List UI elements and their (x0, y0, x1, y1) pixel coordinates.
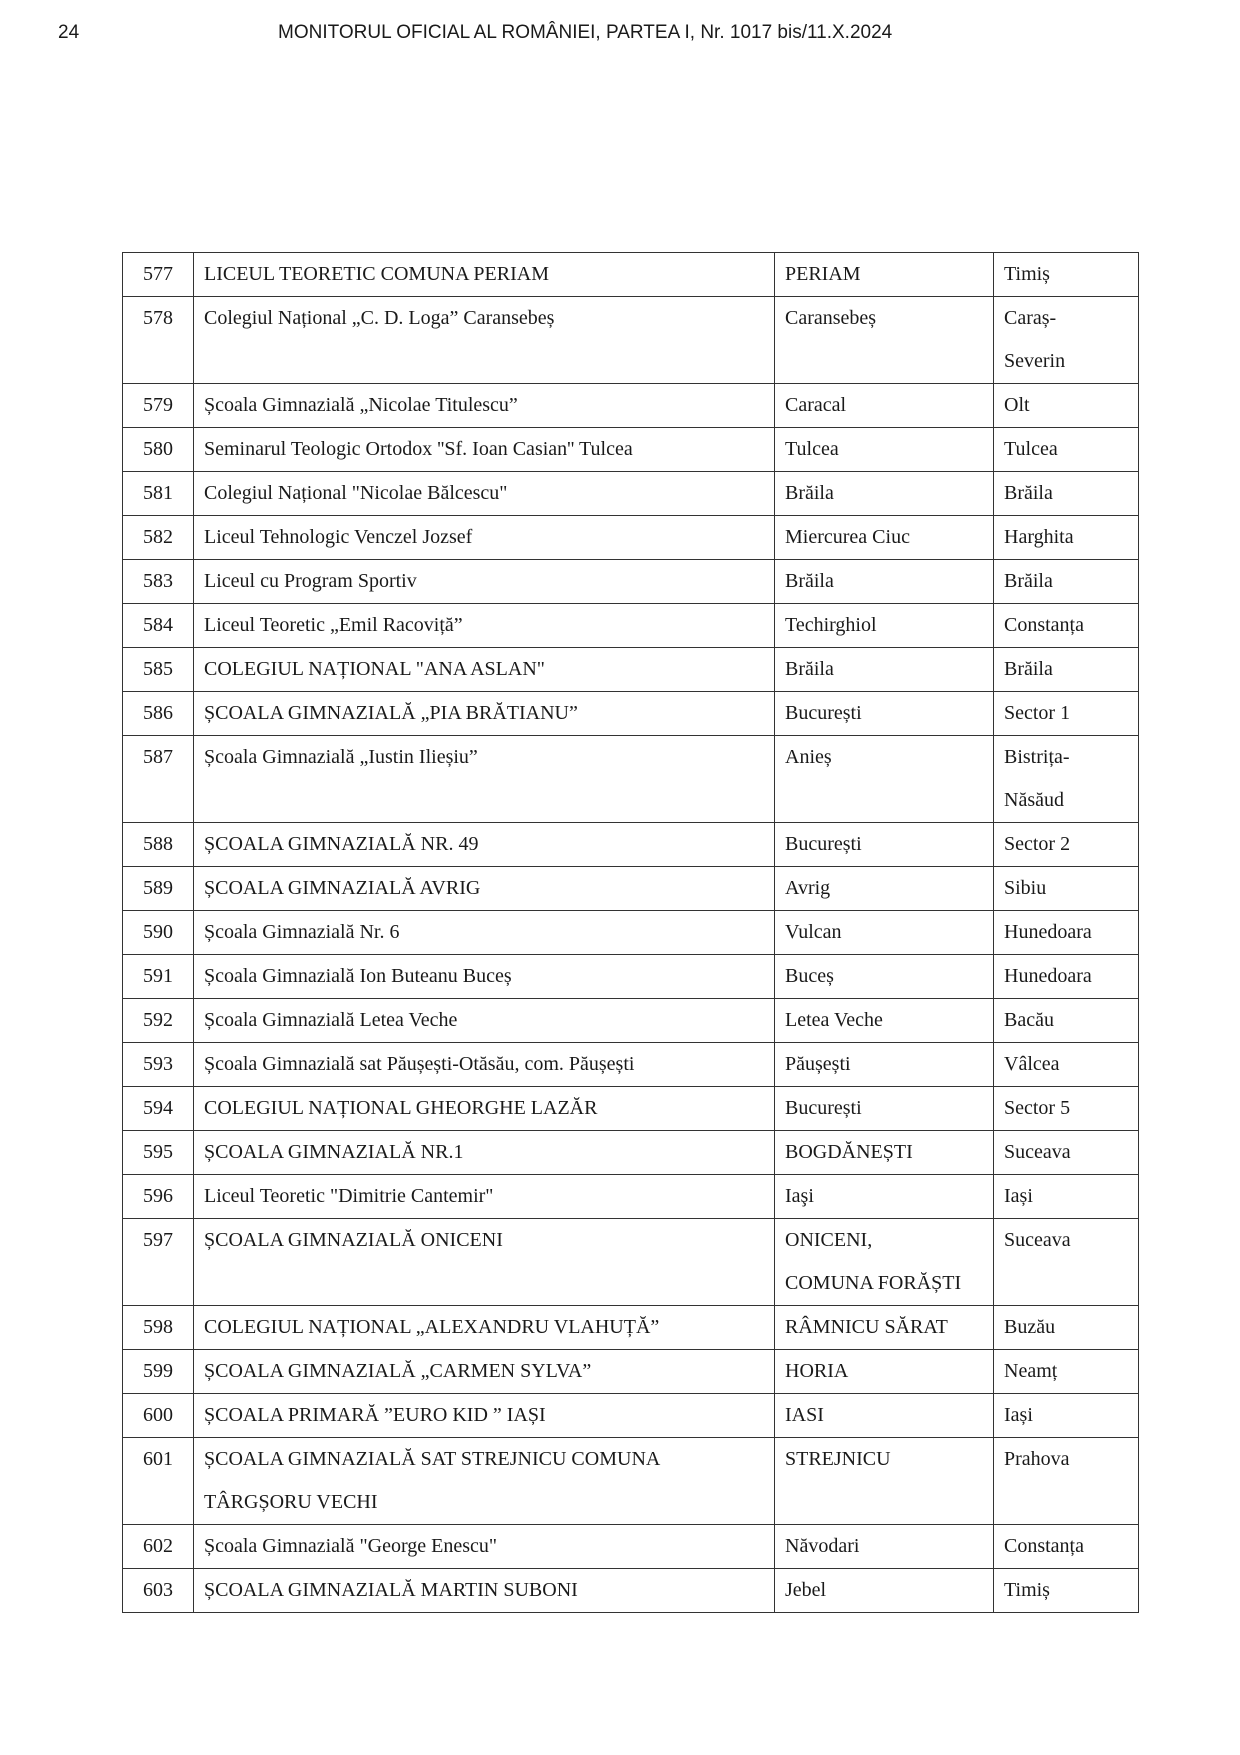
row-number-cell: 577 (123, 253, 194, 297)
school-name-cell: Școala Gimnazială Ion Buteanu Buceș (194, 955, 775, 999)
table-row (123, 1306, 1139, 1350)
county-cell: Timiș (994, 1569, 1139, 1613)
row-number-cell: 597 (123, 1219, 194, 1306)
row-number-cell: 599 (123, 1350, 194, 1394)
locality-cell: Caracal (775, 384, 994, 428)
school-name-cell: Școala Gimnazială „Nicolae Titulescu” (194, 384, 775, 428)
school-name-cell: Liceul Tehnologic Venczel Jozsef (194, 516, 775, 560)
locality-cell: HORIA (775, 1350, 994, 1394)
page-number: 24 (58, 22, 80, 43)
county-cell: Neamț (994, 1350, 1139, 1394)
school-name-cell: ȘCOALA GIMNAZIALĂ AVRIG (194, 867, 775, 911)
school-name-cell: Școala Gimnazială Letea Veche (194, 999, 775, 1043)
row-number-cell: 583 (123, 560, 194, 604)
table-row (123, 516, 1139, 560)
locality-cell: PERIAM (775, 253, 994, 297)
table-row (123, 1131, 1139, 1175)
row-number-cell: 589 (123, 867, 194, 911)
school-name-cell: Școala Gimnazială sat Păușești-Otăsău, com. Păușești (194, 1043, 775, 1087)
school-name-cell: ȘCOALA GIMNAZIALĂ „CARMEN SYLVA” (194, 1350, 775, 1394)
school-name-cell: ȘCOALA GIMNAZIALĂ SAT STREJNICU COMUNA TÂRGȘORU VECHI (194, 1438, 775, 1525)
school-name-cell: Liceul Teoretic „Emil Racoviță” (194, 604, 775, 648)
county-cell: Constanța (994, 604, 1139, 648)
school-name-cell: ȘCOALA GIMNAZIALĂ NR.1 (194, 1131, 775, 1175)
school-name-cell: ȘCOALA GIMNAZIALĂ „PIA BRĂTIANU” (194, 692, 775, 736)
school-name-cell: Liceul Teoretic "Dimitrie Cantemir" (194, 1175, 775, 1219)
row-number-cell: 578 (123, 297, 194, 384)
row-number-cell: 593 (123, 1043, 194, 1087)
locality-cell: Miercurea Ciuc (775, 516, 994, 560)
table-row (123, 911, 1139, 955)
table-row (123, 1043, 1139, 1087)
locality-cell: Brăila (775, 648, 994, 692)
school-name-cell: COLEGIUL NAȚIONAL GHEORGHE LAZĂR (194, 1087, 775, 1131)
table-row (123, 560, 1139, 604)
table-row (123, 1219, 1139, 1306)
locality-cell: Brăila (775, 472, 994, 516)
table-row (123, 648, 1139, 692)
locality-cell: Anieș (775, 736, 994, 823)
locality-cell: Techirghiol (775, 604, 994, 648)
locality-cell: Caransebeș (775, 297, 994, 384)
county-cell: Vâlcea (994, 1043, 1139, 1087)
county-cell: Prahova (994, 1438, 1139, 1525)
table-row (123, 1569, 1139, 1613)
locality-cell: Păușești (775, 1043, 994, 1087)
county-cell: Constanța (994, 1525, 1139, 1569)
county-cell: Tulcea (994, 428, 1139, 472)
school-name-cell: COLEGIUL NAȚIONAL „ALEXANDRU VLAHUȚĂ” (194, 1306, 775, 1350)
school-name-cell: COLEGIUL NAȚIONAL "ANA ASLAN" (194, 648, 775, 692)
school-name-cell: LICEUL TEORETIC COMUNA PERIAM (194, 253, 775, 297)
publication-title: MONITORUL OFICIAL AL ROMÂNIEI, PARTEA I, Nr. 1017 bis/11.X.2024 (278, 22, 893, 43)
school-name-cell: Liceul cu Program Sportiv (194, 560, 775, 604)
county-cell: Sector 1 (994, 692, 1139, 736)
county-cell: Harghita (994, 516, 1139, 560)
county-cell: Suceava (994, 1131, 1139, 1175)
row-number-cell: 579 (123, 384, 194, 428)
row-number-cell: 582 (123, 516, 194, 560)
table-row (123, 1350, 1139, 1394)
table-row (123, 428, 1139, 472)
county-cell: Suceava (994, 1219, 1139, 1306)
schools-table (122, 252, 1139, 1613)
schools-table-body (123, 253, 1139, 1613)
row-number-cell: 592 (123, 999, 194, 1043)
locality-cell: Iaşi (775, 1175, 994, 1219)
row-number-cell: 586 (123, 692, 194, 736)
locality-cell: IASI (775, 1394, 994, 1438)
county-cell: Sector 2 (994, 823, 1139, 867)
row-number-cell: 584 (123, 604, 194, 648)
row-number-cell: 594 (123, 1087, 194, 1131)
locality-cell: ONICENI, COMUNA FORĂȘTI (775, 1219, 994, 1306)
school-name-cell: ȘCOALA GIMNAZIALĂ MARTIN SUBONI (194, 1569, 775, 1613)
row-number-cell: 581 (123, 472, 194, 516)
locality-cell: BOGDĂNEȘTI (775, 1131, 994, 1175)
row-number-cell: 598 (123, 1306, 194, 1350)
table-row (123, 253, 1139, 297)
school-name-cell: ȘCOALA GIMNAZIALĂ NR. 49 (194, 823, 775, 867)
locality-cell: București (775, 692, 994, 736)
county-cell: Bacău (994, 999, 1139, 1043)
county-cell: Iași (994, 1175, 1139, 1219)
row-number-cell: 588 (123, 823, 194, 867)
school-name-cell: Școala Gimnazială "George Enescu" (194, 1525, 775, 1569)
locality-cell: Avrig (775, 867, 994, 911)
county-cell: Buzău (994, 1306, 1139, 1350)
school-name-cell: Colegiul Național „C. D. Loga” Caransebeș (194, 297, 775, 384)
county-cell: Caraș- Severin (994, 297, 1139, 384)
row-number-cell: 590 (123, 911, 194, 955)
row-number-cell: 603 (123, 1569, 194, 1613)
row-number-cell: 595 (123, 1131, 194, 1175)
school-name-cell: ȘCOALA PRIMARĂ ”EURO KID ” IAȘI (194, 1394, 775, 1438)
page-header (58, 22, 958, 52)
locality-cell: București (775, 823, 994, 867)
county-cell: Sector 5 (994, 1087, 1139, 1131)
county-cell: Timiș (994, 253, 1139, 297)
locality-cell: Letea Veche (775, 999, 994, 1043)
table-row (123, 867, 1139, 911)
locality-cell: RÂMNICU SĂRAT (775, 1306, 994, 1350)
row-number-cell: 580 (123, 428, 194, 472)
county-cell: Hunedoara (994, 955, 1139, 999)
locality-cell: București (775, 1087, 994, 1131)
table-row (123, 297, 1139, 384)
school-name-cell: ȘCOALA GIMNAZIALĂ ONICENI (194, 1219, 775, 1306)
locality-cell: Buceș (775, 955, 994, 999)
row-number-cell: 596 (123, 1175, 194, 1219)
row-number-cell: 591 (123, 955, 194, 999)
table-row (123, 736, 1139, 823)
table-row (123, 1394, 1139, 1438)
locality-cell: Vulcan (775, 911, 994, 955)
row-number-cell: 602 (123, 1525, 194, 1569)
row-number-cell: 585 (123, 648, 194, 692)
county-cell: Brăila (994, 648, 1139, 692)
table-row (123, 1175, 1139, 1219)
table-row (123, 1525, 1139, 1569)
row-number-cell: 600 (123, 1394, 194, 1438)
table-row (123, 604, 1139, 648)
county-cell: Brăila (994, 560, 1139, 604)
table-row (123, 472, 1139, 516)
table-row (123, 692, 1139, 736)
table-row (123, 823, 1139, 867)
locality-cell: Jebel (775, 1569, 994, 1613)
locality-cell: Brăila (775, 560, 994, 604)
county-cell: Olt (994, 384, 1139, 428)
row-number-cell: 587 (123, 736, 194, 823)
county-cell: Brăila (994, 472, 1139, 516)
row-number-cell: 601 (123, 1438, 194, 1525)
county-cell: Iași (994, 1394, 1139, 1438)
school-name-cell: Școala Gimnazială Nr. 6 (194, 911, 775, 955)
table-row (123, 1087, 1139, 1131)
school-name-cell: Școala Gimnazială „Iustin Ilieșiu” (194, 736, 775, 823)
table-row (123, 1438, 1139, 1525)
locality-cell: Năvodari (775, 1525, 994, 1569)
county-cell: Hunedoara (994, 911, 1139, 955)
table-row (123, 384, 1139, 428)
county-cell: Sibiu (994, 867, 1139, 911)
table-row (123, 999, 1139, 1043)
locality-cell: STREJNICU (775, 1438, 994, 1525)
county-cell: Bistrița- Năsăud (994, 736, 1139, 823)
table-row (123, 955, 1139, 999)
school-name-cell: Colegiul Național "Nicolae Bălcescu" (194, 472, 775, 516)
locality-cell: Tulcea (775, 428, 994, 472)
school-name-cell: Seminarul Teologic Ortodox ''Sf. Ioan Casian'' Tulcea (194, 428, 775, 472)
